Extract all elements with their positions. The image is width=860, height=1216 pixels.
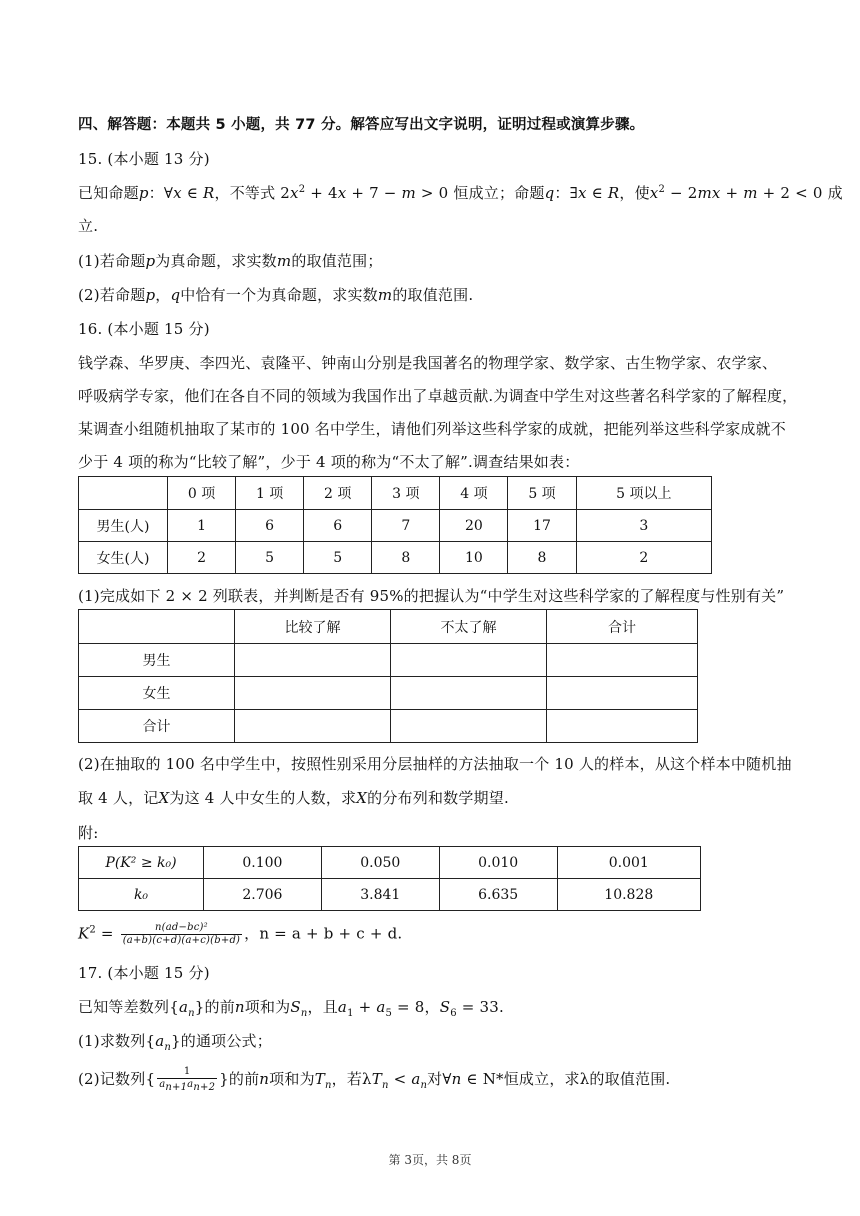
table-header-row (79, 477, 712, 510)
table-cell: 0.001 (557, 847, 700, 879)
table-cell: 10 (440, 542, 508, 574)
table-row (79, 879, 701, 911)
table-header-cell: 4 项 (440, 477, 508, 510)
table-header-cell: 0 项 (168, 477, 236, 510)
table-cell: 2.706 (204, 879, 322, 911)
table-header-cell (79, 477, 168, 510)
table-cell: 2 (576, 542, 711, 574)
table-cell: 男生 (79, 644, 235, 677)
table-header-cell: 合计 (547, 610, 698, 644)
q15-part2: (2)若命题p，q中恰有一个为真命题，求实数m的取值范围. (78, 286, 474, 304)
table-header-cell: 5 项 (508, 477, 576, 510)
table-cell: 7 (372, 510, 440, 542)
q17-part2: (2)记数列{ $\frac{1}{a_{n+1}a_{n+2}}$ }的前n项和为$T_n$，若$\lambda T_n < a_n$对∀n ∈ N*恒成立，求λ的取值范围. (78, 1066, 671, 1093)
table-cell: 0.100 (204, 847, 322, 879)
q16-text-line1: 钱学森、华罗庚、李四光、袁隆平、钟南山分别是我国著名的物理学家、数学家、古生物学家、农学家、 (78, 354, 778, 372)
table-cell: 6 (236, 510, 304, 542)
table-cell (547, 644, 698, 677)
formula-fraction: $\frac{\text{n(ad−bc)²}}{(a+b)(c+d)(a+c)(b+d)}$ (122, 922, 241, 946)
table-cell: 女生(人) (79, 542, 168, 574)
table-header-cell (79, 610, 235, 644)
q16-part2-line1: (2)在抽取的 100 名中学生中，按照性别采用分层抽样的方法抽取一个 10 人的样本，从这个样本中随机抽 (78, 755, 792, 773)
table-cell: 5 (304, 542, 372, 574)
table-cell: 6 (304, 510, 372, 542)
q17-heading: 17. (本小题 15 分) (78, 964, 210, 982)
table-header-cell: 比较了解 (235, 610, 391, 644)
table-row (79, 542, 712, 574)
table-cell: 男生(人) (79, 510, 168, 542)
table-cell (391, 710, 547, 743)
table-cell (547, 677, 698, 710)
q15-part1: (1)若命题p为真命题，求实数m的取值范围； (78, 252, 383, 270)
table-cell (235, 710, 391, 743)
table-header-row (79, 610, 698, 644)
table-row (79, 710, 698, 743)
table-cell: 8 (508, 542, 576, 574)
q15-statement-line1: 已知命题p：∀x ∈ R，不等式 $2x^2 + 4x + 7 - m > 0$ 恒成立；命题q：∃x ∈ R，使$x^2 - 2mx + m + 2 < 0$ 成 (78, 184, 843, 202)
table-row (79, 847, 701, 879)
table-row (79, 644, 698, 677)
table-cell: 3 (576, 510, 711, 542)
q15-heading: 15. (本小题 13 分) (78, 150, 210, 168)
table-cell: 20 (440, 510, 508, 542)
table-cell: 6.635 (439, 879, 557, 911)
q16-text-line3: 某调查小组随机抽取了某市的 100 名中学生，请他们列举这些科学家的成就，把能列举这些科学家成就不 (78, 420, 786, 438)
section-header: 四、解答题：本题共 5 小题，共 77 分。解答应写出文字说明，证明过程或演算步骤。 (78, 117, 645, 133)
table-cell (235, 644, 391, 677)
q17-statement: 已知等差数列$\{a_n\}$的前n项和为$S_n$，且$a_1 + a_5 = 8$，$S_6 = 33$. (78, 998, 504, 1019)
table-header-cell: 不太了解 (391, 610, 547, 644)
table-cell: 0.050 (321, 847, 439, 879)
table-cell (547, 710, 698, 743)
critical-value-table (78, 846, 701, 911)
table-cell (391, 677, 547, 710)
table-header-cell: 2 项 (304, 477, 372, 510)
table-row (79, 510, 712, 542)
q16-text-line2: 呼吸病学专家，他们在各自不同的领域为我国作出了卓越贡献.为调查中学生对这些著名科学家的了解程度， (78, 387, 798, 405)
q17-part1: (1)求数列$\{a_n\}$的通项公式； (78, 1032, 272, 1053)
q16-heading: 16. (本小题 15 分) (78, 320, 210, 338)
survey-results-table (78, 476, 712, 574)
q16-part1: (1)完成如下 2 × 2 列联表，并判断是否有 95%的把握认为“中学生对这些科学家的了解程度与性别有关” (78, 587, 785, 605)
q16-text-line4: 少于 4 项的称为“比较了解”，少于 4 项的称为“不太了解”.调查结果如表： (78, 453, 580, 471)
q16-part2-line2: 取 4 人，记X为这 4 人中女生的人数，求X的分布列和数学期望. (78, 789, 509, 807)
sequence-fraction: $\frac{1}{a_{n+1}a_{n+2}}$ (159, 1066, 216, 1093)
contingency-table (78, 609, 698, 743)
table-row (79, 677, 698, 710)
table-cell: 17 (508, 510, 576, 542)
table-cell: 0.010 (439, 847, 557, 879)
table-cell: 2 (168, 542, 236, 574)
table-cell: 10.828 (557, 879, 700, 911)
q15-statement-line2: 立. (78, 217, 99, 235)
table-cell: P(K² ≥ k₀) (79, 847, 204, 879)
table-cell: 3.841 (321, 879, 439, 911)
appendix-label: 附: (78, 824, 99, 842)
table-cell: k₀ (79, 879, 204, 911)
table-cell (235, 677, 391, 710)
chi-square-formula: $K^2$ = $\frac{\text{n(ad−bc)²}}{(a+b)(c+d)(a+c)(b+d)}$ ，n = a + b + c + d. (78, 922, 403, 946)
page-footer: 第 3页，共 8页 (388, 1153, 472, 1167)
table-cell: 女生 (79, 677, 235, 710)
table-cell (391, 644, 547, 677)
table-cell: 1 (168, 510, 236, 542)
table-header-cell: 5 项以上 (576, 477, 711, 510)
table-header-cell: 3 项 (372, 477, 440, 510)
table-cell: 8 (372, 542, 440, 574)
table-cell: 合计 (79, 710, 235, 743)
table-cell: 5 (236, 542, 304, 574)
table-header-cell: 1 项 (236, 477, 304, 510)
